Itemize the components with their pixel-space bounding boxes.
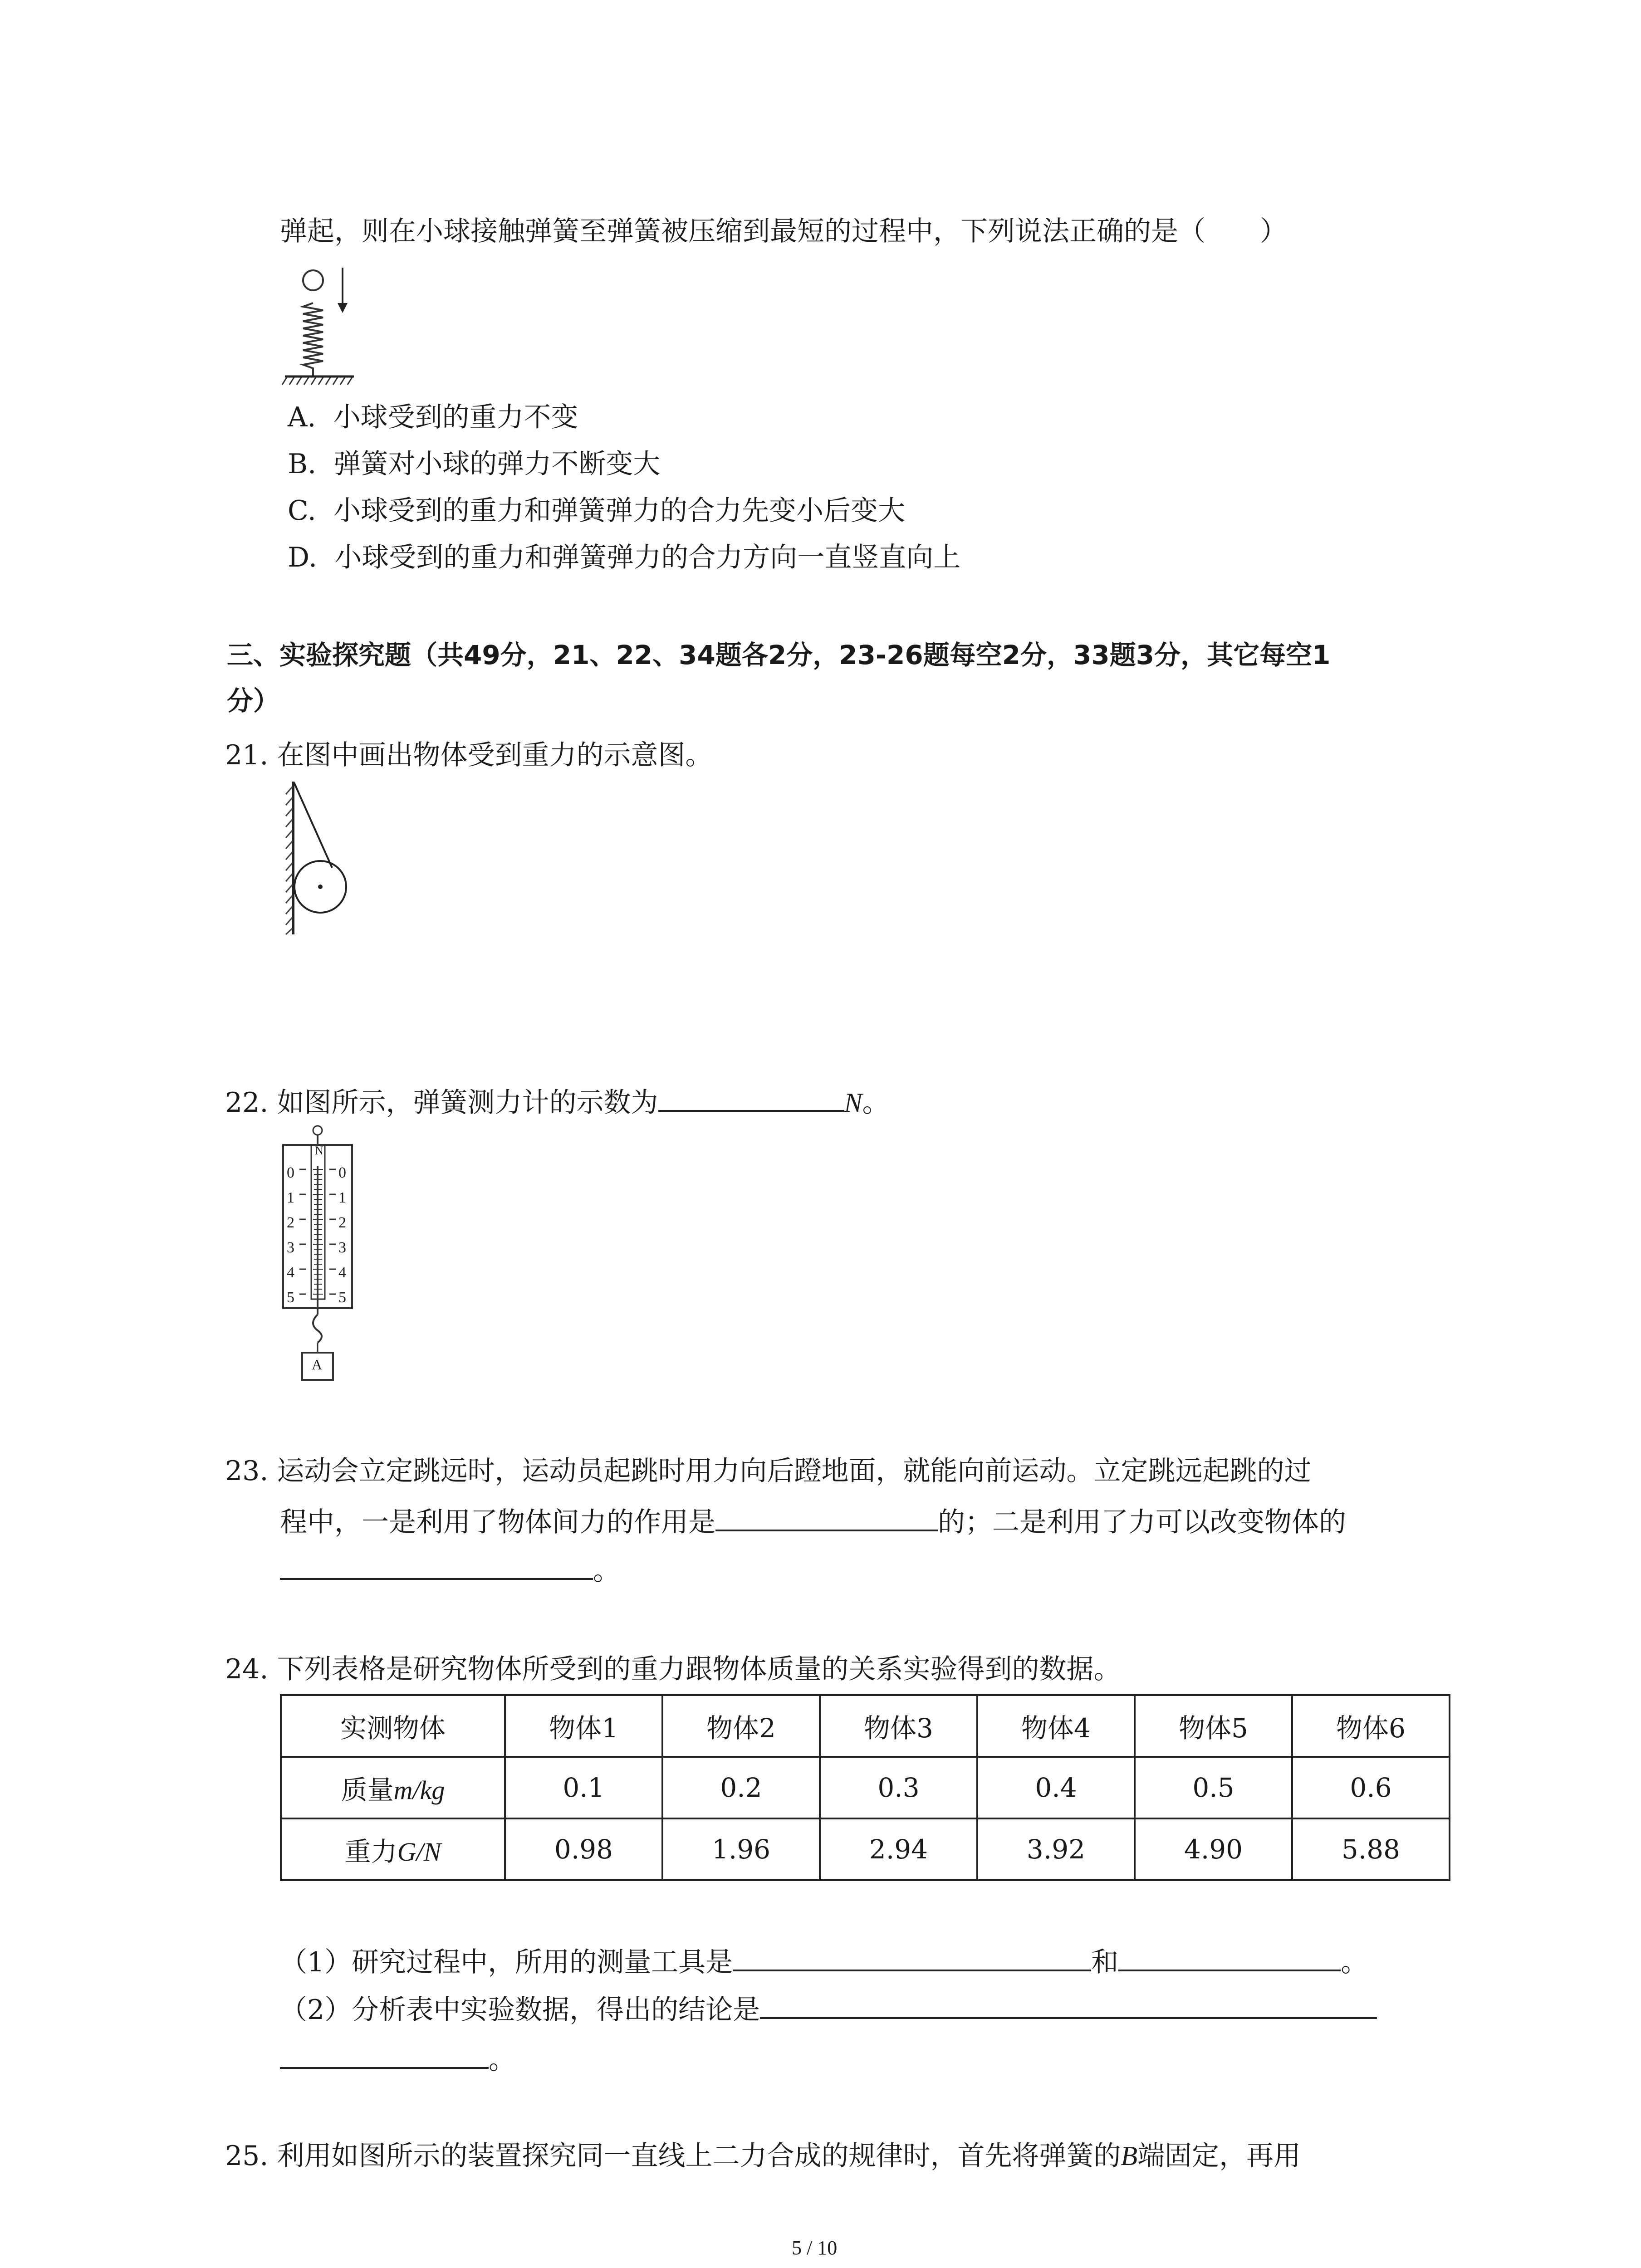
spring-scale-figure: N 0 1 2 3 4 5 0 1 2 3 4 5 A [277,1124,358,1392]
q24: 24. 下列表格是研究物体所受到的重力跟物体质量的关系实验得到的数据。 [225,1653,1121,1685]
scale-right-numbers: 0 1 2 3 4 5 [338,1164,346,1306]
section-heading-line2: 分） [227,685,280,716]
answer-blank-q24-4[interactable] [280,2039,489,2069]
answer-blank-q23-1[interactable] [715,1501,938,1531]
spring-ball-figure [281,263,363,395]
q24-sub2-cont: 。 [280,2039,516,2078]
scale-left-numbers: 0 1 2 3 4 5 [287,1164,294,1306]
option-b: B. 弹簧对小球的弹力不断变大 [288,448,661,480]
answer-blank-q22[interactable] [658,1082,844,1112]
option-a: A. 小球受到的重力不变 [288,401,578,433]
option-d: D. 小球受到的重力和弹簧弹力的合力方向一直竖直向上 [288,542,961,573]
table-row: 实测物体 物体1 物体2 物体3 物体4 物体5 物体6 [281,1695,1450,1757]
block-label: A [312,1356,323,1373]
answer-blank-q23-2[interactable] [280,1550,593,1580]
answer-blank-q24-2[interactable] [1118,1941,1341,1971]
ball-icon [303,270,323,290]
q23-line3: 。 [280,1550,620,1589]
q20-stem: 弹起，则在小球接触弹簧至弹簧被压缩到最短的过程中，下列说法正确的是（ ） [280,215,1287,247]
pendulum-wall-figure [268,778,358,941]
q23-line1: 23. 运动会立定跳远时，运动员起跳时用力向后蹬地面，就能向前运动。立定跳远起跳的过 [225,1455,1312,1487]
q25: 25. 利用如图所示的装置探究同一直线上二力合成的规律时，首先将弹簧的B端固定，再用 [225,2140,1301,2172]
table-row: 重力G/N 0.98 1.96 2.94 3.92 4.90 5.88 [281,1818,1450,1880]
q21: 21. 在图中画出物体受到重力的示意图。 [225,739,713,771]
answer-blank-q24-1[interactable] [733,1941,1091,1971]
option-c: C. 小球受到的重力和弹簧弹力的合力先变小后变大 [288,495,905,527]
page-number: 5 / 10 [792,2237,838,2259]
table-row: 质量m/kg 0.1 0.2 0.3 0.4 0.5 0.6 [281,1757,1450,1818]
q22: 22. 如图所示，弹簧测力计的示数为 N。 [225,1082,890,1121]
data-table [280,1694,1450,1881]
section-heading-line1: 三、实验探究题（共49分，21、22、34题各2分，23-26题每空2分，33题3分，其它每空1 [227,640,1331,670]
q23-line2: 程中，一是利用了物体间力的作用是 的；二是利用了力可以改变物体的 [280,1501,1346,1540]
q24-sub1: （1）研究过程中，所用的测量工具是 和 。 [280,1941,1368,1980]
q24-sub2: （2）分析表中实验数据，得出的结论是 [280,1989,1377,2028]
answer-blank-q24-3[interactable] [760,1989,1377,2019]
